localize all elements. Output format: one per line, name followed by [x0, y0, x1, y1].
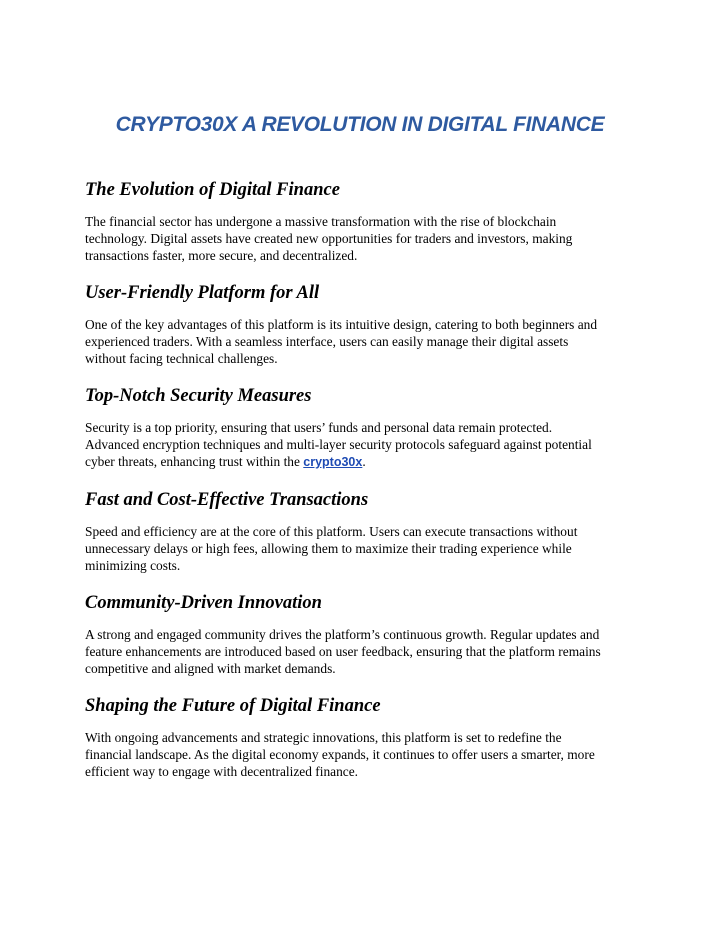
paragraph-line: transactions faster, more secure, and decentralized. — [85, 248, 358, 263]
section-heading-evolution: The Evolution of Digital Finance — [85, 180, 340, 200]
section-paragraph-security — [85, 419, 645, 471]
section-heading-transactions: Fast and Cost-Effective Transactions — [85, 490, 369, 510]
document-body — [85, 178, 645, 797]
paragraph-line: With ongoing advancements and strategic innovations, this platform is set to redefine the — [85, 730, 562, 745]
section-paragraph-community — [85, 626, 645, 677]
page-title: CRYPTO30X A REVOLUTION IN DIGITAL FINANCE — [115, 113, 605, 136]
paragraph-line: minimizing costs. — [85, 558, 181, 573]
section-heading-community: Community-Driven Innovation — [85, 593, 322, 613]
paragraph-line-with-link — [85, 453, 645, 471]
paragraph-line: Security is a top priority, ensuring that users’ funds and personal data remain protected. — [85, 420, 553, 435]
paragraph-line: technology. Digital assets have created new opportunities for traders and investors, making — [85, 231, 573, 246]
paragraph-line: without facing technical challenges. — [85, 351, 278, 366]
section-paragraph-user-friendly — [85, 316, 645, 367]
paragraph-line: Advanced encryption techniques and multi-layer security protocols safeguard against potential — [85, 437, 592, 452]
paragraph-line: One of the key advantages of this platform is its intuitive design, catering to both beginners and — [85, 317, 598, 332]
paragraph-line: experienced traders. With a seamless interface, users can easily manage their digital assets — [85, 334, 569, 349]
paragraph-line: competitive and aligned with market demands. — [85, 661, 336, 676]
paragraph-line: Speed and efficiency are at the core of this platform. Users can execute transactions without — [85, 524, 578, 539]
paragraph-text: cyber threats, enhancing trust within the — [85, 454, 304, 469]
section-heading-future: Shaping the Future of Digital Finance — [85, 696, 381, 716]
section-heading-security: Top-Notch Security Measures — [85, 386, 312, 406]
section-paragraph-transactions — [85, 523, 645, 574]
crypto30x-link[interactable]: crypto30x — [303, 455, 363, 469]
paragraph-line: financial landscape. As the digital economy expands, it continues to offer users a smarter, more — [85, 747, 595, 762]
paragraph-line: unnecessary delays or high fees, allowing them to maximize their trading experience while — [85, 541, 572, 556]
section-paragraph-future — [85, 729, 645, 780]
section-heading-user-friendly: User-Friendly Platform for All — [85, 283, 320, 303]
paragraph-text: . — [362, 454, 366, 469]
paragraph-line: A strong and engaged community drives the platform’s continuous growth. Regular updates and — [85, 627, 600, 642]
paragraph-line: efficient way to engage with decentralized finance. — [85, 764, 359, 779]
paragraph-line: feature enhancements are introduced based on user feedback, ensuring that the platform remains — [85, 644, 601, 659]
section-paragraph-evolution — [85, 213, 645, 264]
paragraph-line: The financial sector has undergone a massive transformation with the rise of blockchain — [85, 214, 557, 229]
